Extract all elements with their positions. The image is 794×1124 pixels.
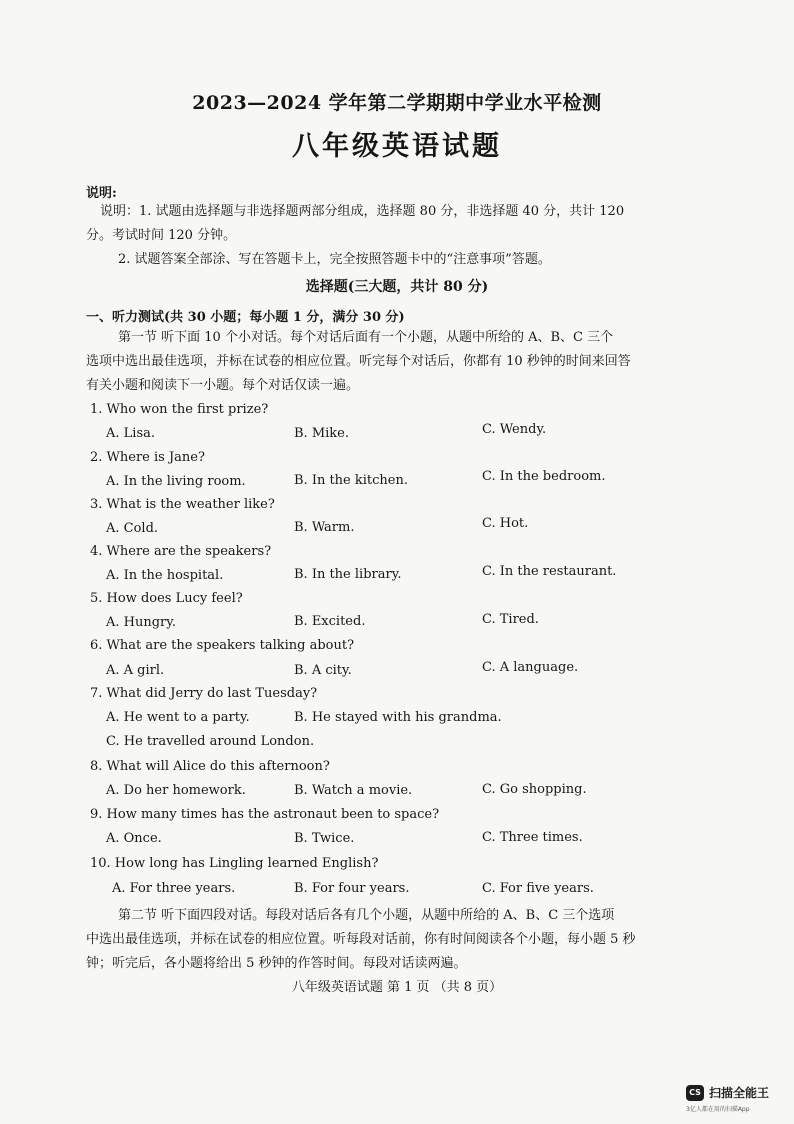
option-a: A. For three years. [112,881,236,896]
section-heading: 选择题(三大题，共计 80 分) [305,279,489,295]
instruction-line-1b: 分。考试时间 120 分钟。 [86,228,237,243]
question: 10. How long has Lingling learned English? [90,856,379,871]
option-a: A. Cold. [106,521,159,536]
instruction-line-2: 2. 试题答案全部涂、写在答题卡上，完全按照答题卡中的“注意事项”答题。 [118,252,551,267]
exam-subtitle: 八年级英语试题 [292,131,502,162]
option-b: B. He stayed with his grandma. [294,710,502,725]
question: 7. What did Jerry do last Tuesday? [90,686,318,701]
question: 8. What will Alice do this afternoon? [90,759,330,774]
option-c: C. Go shopping. [482,782,587,797]
option-b: B. Twice. [294,831,355,846]
watermark-title: 扫描全能王 [709,1086,770,1100]
option-b: B. In the library. [294,567,402,582]
question: 9. How many times has the astronaut been to space? [90,807,440,822]
option-b: B. Excited. [294,614,366,629]
exam-title: 2023—2024 学年第二学期期中学业水平检测 [192,92,602,114]
option-a: A. In the hospital. [106,568,224,583]
option-c: C. Wendy. [482,422,547,437]
option-b: B. A city. [294,663,352,678]
question: 4. Where are the speakers? [90,544,272,559]
part1-line: 有关小题和阅读下一小题。每个对话仅读一遍。 [86,378,360,393]
option-c: C. He travelled around London. [106,734,315,749]
part1-line: 选项中选出最佳选项，并标在试卷的相应位置。听完每个对话后，你都有 10 秒钟的时间来回答 [86,354,631,369]
watermark-subtitle: 3亿人都在用的扫描App [686,1106,750,1113]
option-b: B. In the kitchen. [294,473,408,488]
option-a: A. In the living room. [106,474,246,489]
instructions-heading: 说明: [86,186,117,201]
option-a: A. A girl. [106,663,165,678]
option-c: C. Tired. [482,612,539,627]
instruction-line-1a: 说明：1. 试题由选择题与非选择题两部分组成，选择题 80 分，非选择题 40 分，共计 120 [100,204,625,219]
part2-line: 钟；听完后，各小题将给出 5 秒钟的作答时间。每段对话读两遍。 [86,956,467,971]
option-a: A. Once. [106,831,162,846]
option-c: C. Hot. [482,516,529,531]
question: 3. What is the weather like? [90,497,275,512]
option-b: B. For four years. [294,881,410,896]
part2-line: 中选出最佳选项，并标在试卷的相应位置。听每段对话前，你有时间阅读各个小题，每小题 5 秒 [86,932,636,947]
option-b: B. Watch a movie. [294,783,413,798]
question: 5. How does Lucy feel? [90,591,243,606]
option-c: C. For five years. [482,881,594,896]
question: 2. Where is Jane? [90,450,205,465]
page-footer: 八年级英语试题 第 1 页 （共 8 页） [291,980,503,995]
part1-line: 第一节 听下面 10 个小对话。每个对话后面有一个小题，从题中所给的 A、B、C 三个 [118,330,614,345]
option-b: B. Mike. [294,426,349,441]
option-c: C. In the bedroom. [482,469,606,484]
camscanner-logo-icon: CS [686,1085,704,1101]
option-c: C. A language. [482,660,579,675]
option-a: A. Hungry. [106,615,177,630]
question: 6. What are the speakers talking about? [90,638,355,653]
option-a: A. He went to a party. [106,710,250,725]
option-a: A. Lisa. [106,426,155,441]
option-b: B. Warm. [294,520,355,535]
option-c: C. In the restaurant. [482,564,617,579]
part2-line: 第二节 听下面四段对话。每段对话后各有几个小题，从题中所给的 A、B、C 三个选项 [118,908,615,923]
option-c: C. Three times. [482,830,583,845]
part-heading: 一、听力测试(共 30 小题；每小题 1 分，满分 30 分) [86,310,405,325]
question: 1. Who won the first prize? [90,402,269,417]
option-a: A. Do her homework. [106,783,246,798]
